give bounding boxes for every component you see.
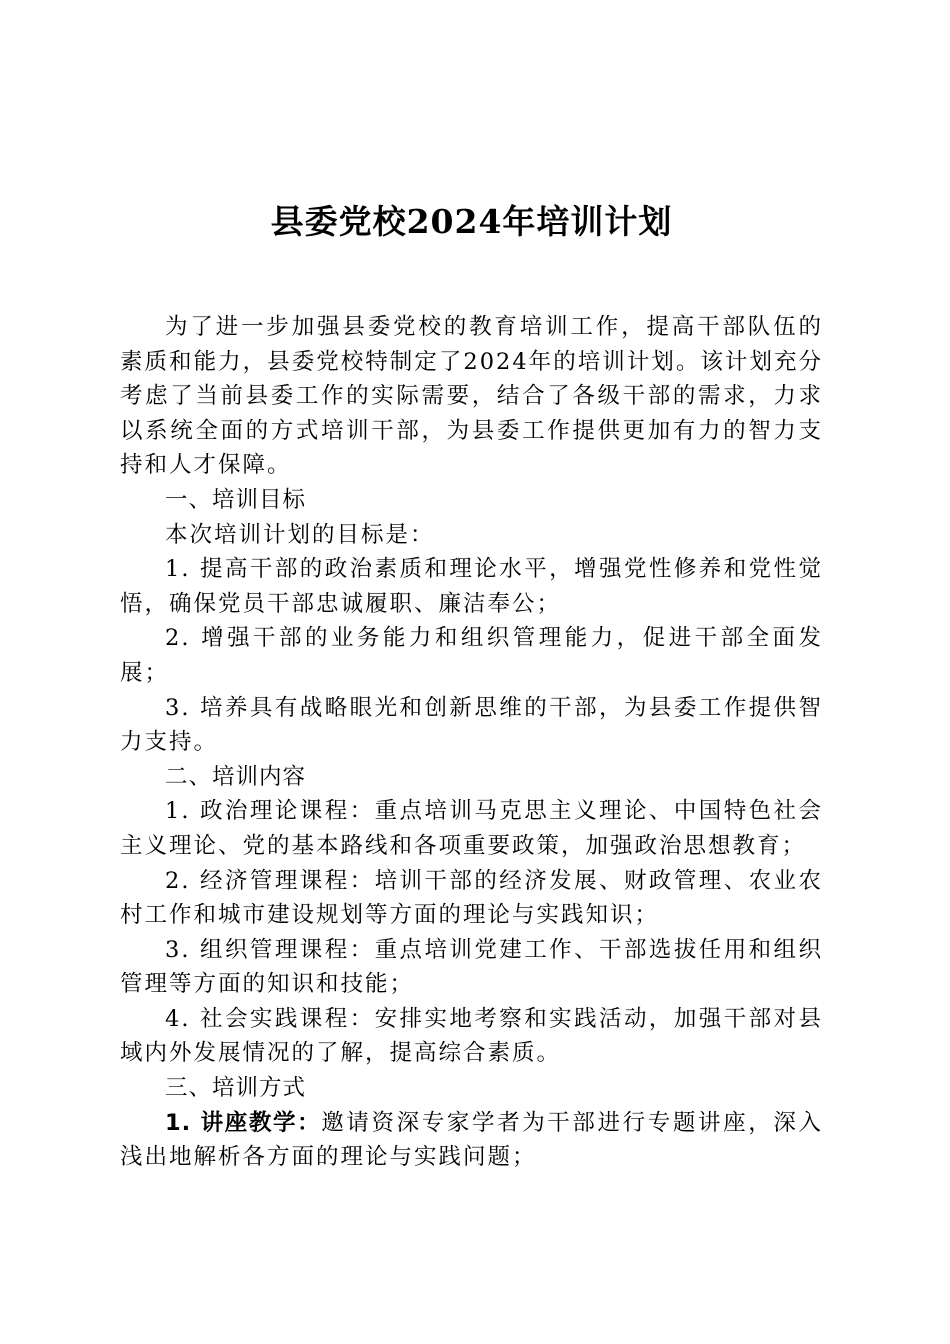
document-title: 县委党校2024年培训计划 bbox=[270, 202, 673, 241]
section-heading-content: 二、培训内容 bbox=[165, 763, 307, 790]
content-item-2: 2. 经济管理课程：培训干部的经济发展、财政管理、农业农村工作和城市建设规划等方面的理论与实践知识； bbox=[120, 867, 823, 929]
goal-item-2: 2. 增强干部的业务能力和组织管理能力，促进干部全面发展； bbox=[120, 625, 823, 686]
section-heading-methods: 三、培训方式 bbox=[165, 1075, 307, 1102]
method-item-1-lead: 1. 讲座教学： bbox=[165, 1109, 322, 1136]
method-item-1 bbox=[120, 1106, 823, 1175]
intro-paragraph: 为了进一步加强县委党校的教育培训工作，提高干部队伍的素质和能力，县委党校特制定了2024年的培训计划。该计划充分考虑了当前县委工作的实际需要，结合了各级干部的需求，力求以系统全面的方式培训干部，为县委工作提供更加有力的智力支持和人才保障。 bbox=[120, 314, 823, 479]
document-page bbox=[120, 190, 823, 1175]
content-item-4: 4. 社会实践课程：安排实地考察和实践活动，加强干部对县域内外发展情况的了解，提高综合素质。 bbox=[120, 1005, 823, 1067]
content-item-1: 1. 政治理论课程：重点培训马克思主义理论、中国特色社会主义理论、党的基本路线和各项重要政策，加强政治思想教育； bbox=[120, 798, 823, 859]
method-item-1-text: 邀请资深专家学者为干部进行专题讲座，深入浅出地解析各方面的理论与实践问题； bbox=[120, 1109, 823, 1171]
section-heading-goals: 一、培训目标 bbox=[165, 486, 307, 513]
goal-item-3: 3. 培养具有战略眼光和创新思维的干部，为县委工作提供智力支持。 bbox=[120, 694, 823, 756]
goals-lead: 本次培训计划的目标是： bbox=[165, 521, 435, 548]
goal-item-1: 1. 提高干部的政治素质和理论水平，增强党性修养和党性觉悟，确保党员干部忠诚履职、廉洁奉公； bbox=[120, 556, 823, 617]
content-item-3: 3. 组织管理课程：重点培训党建工作、干部选拔任用和组织管理等方面的知识和技能； bbox=[120, 936, 823, 998]
